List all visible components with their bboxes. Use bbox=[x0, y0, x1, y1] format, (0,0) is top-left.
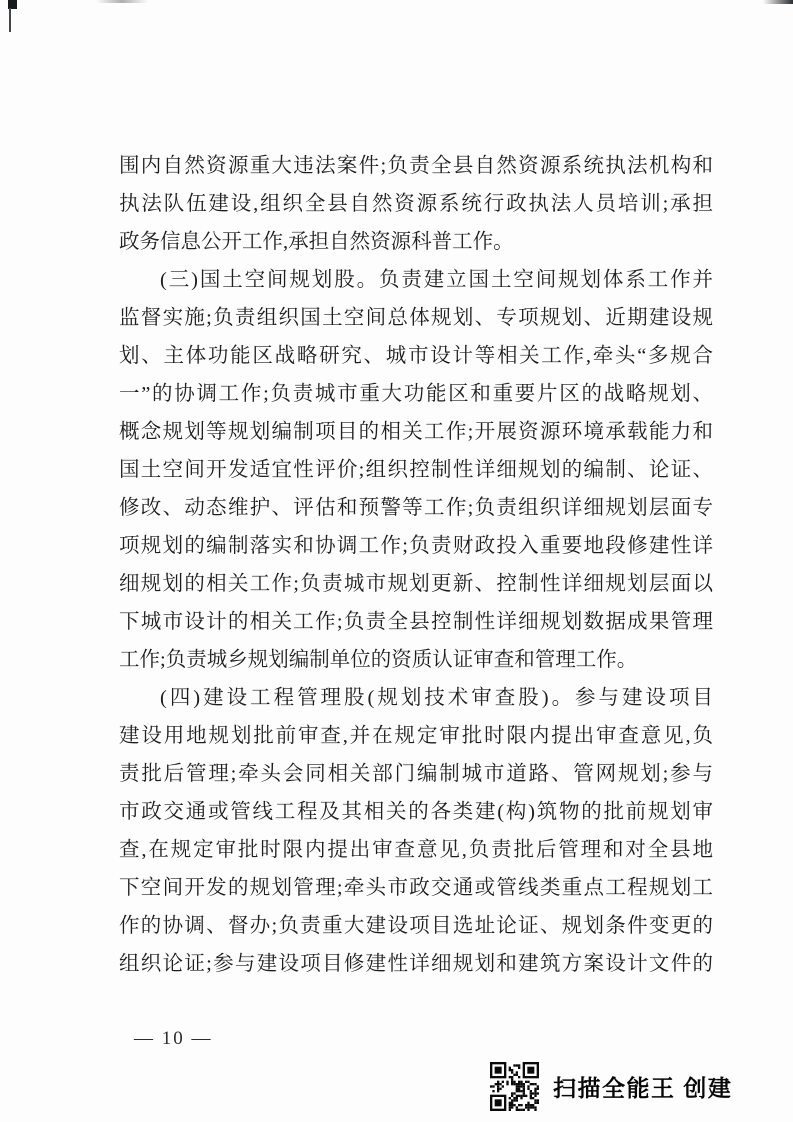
text-line: 一”的协调工作;负责城市重大功能区和重要片区的战略规划、 bbox=[119, 383, 713, 405]
text-line: (四)建设工程管理股(规划技术审查股)。参与建设项目 bbox=[160, 687, 713, 709]
scan-artifact-top-smear bbox=[96, 0, 148, 3]
text-line: 责批后管理;牵头会同相关部门编制城市道路、管网规划;参与 bbox=[119, 763, 713, 785]
page-number: — 10 — bbox=[134, 1028, 213, 1049]
scan-artifact-top-left-line bbox=[9, 8, 11, 32]
text-line: 划、主体功能区战略研究、城市设计等相关工作,牵头“多规合 bbox=[119, 345, 713, 367]
text-line: 修改、动态维护、评估和预警等工作;负责组织详细规划层面专 bbox=[119, 497, 713, 519]
text-line: 执法队伍建设,组织全县自然资源系统行政执法人员培训;承担 bbox=[119, 193, 713, 215]
text-line: 组织论证;参与建设项目修建性详细规划和建筑方案设计文件的 bbox=[119, 953, 713, 975]
text-line: 建设用地规划批前审查,并在规定审批时限内提出审查意见,负 bbox=[119, 725, 713, 747]
scanner-watermark bbox=[490, 1062, 732, 1111]
text-line: 概念规划等规划编制项目的相关工作;开展资源环境承载能力和 bbox=[119, 421, 713, 443]
scan-artifact-top-right bbox=[763, 0, 793, 4]
text-line: 政务信息公开工作,承担自然资源科普工作。 bbox=[119, 231, 514, 253]
document-body bbox=[119, 147, 713, 983]
text-line: 围内自然资源重大违法案件;负责全县自然资源系统执法机构和 bbox=[119, 155, 713, 177]
text-line: 查,在规定审批时限内提出审查意见,负责批后管理和对全县地 bbox=[119, 839, 713, 861]
watermark-text: 扫描全能王 创建 bbox=[553, 1075, 733, 1101]
text-line: 国土空间开发适宜性评价;组织控制性详细规划的编制、论证、 bbox=[119, 459, 713, 481]
text-line: 作的协调、督办;负责重大建设项目选址论证、规划条件变更的 bbox=[119, 915, 713, 937]
text-line: 项规划的编制落实和协调工作;负责财政投入重要地段修建性详 bbox=[119, 535, 713, 557]
qr-code-icon bbox=[490, 1062, 539, 1111]
text-line: 监督实施;负责组织国土空间总体规划、专项规划、近期建设规 bbox=[119, 307, 713, 329]
text-line: 细规划的相关工作;负责城市规划更新、控制性详细规划层面以 bbox=[119, 573, 713, 595]
text-line: 工作;负责城乡规划编制单位的资质认证审查和管理工作。 bbox=[119, 649, 638, 671]
text-line: (三)国土空间规划股。负责建立国土空间规划体系工作并 bbox=[160, 269, 713, 291]
text-line: 下空间开发的规划管理;牵头市政交通或管线类重点工程规划工 bbox=[119, 877, 713, 899]
text-line: 市政交通或管线工程及其相关的各类建(构)筑物的批前规划审 bbox=[119, 801, 713, 823]
text-line: 下城市设计的相关工作;负责全县控制性详细规划数据成果管理 bbox=[119, 611, 713, 633]
